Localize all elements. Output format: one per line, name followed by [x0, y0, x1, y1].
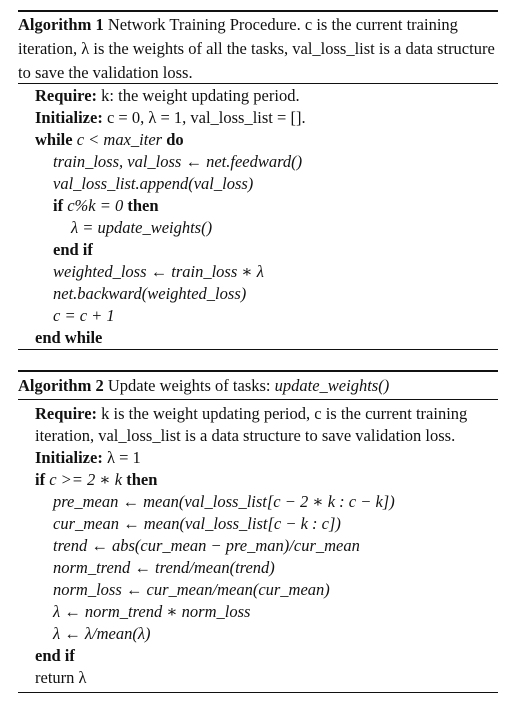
algorithm-label: Algorithm 2	[18, 376, 104, 395]
append-line: val_loss_list.append(val_loss)	[53, 174, 254, 193]
caption-text: Network Training Procedure. c is the current training iteration, λ is the weights of all the tasks, val_loss_list is a data structure to save the validation loss.	[18, 15, 495, 82]
do-keyword: do	[166, 130, 184, 149]
if-condition: c >= 2 ∗ k	[45, 470, 127, 489]
while-line	[35, 129, 184, 151]
if-keyword: if	[35, 470, 46, 489]
if-keyword: if	[53, 196, 64, 215]
while-keyword: while	[35, 130, 73, 149]
initialize-keyword: Initialize:	[35, 108, 103, 127]
caption-rule	[18, 399, 498, 400]
end-if-line: end if	[53, 240, 93, 259]
cur-mean-line: cur_mean ← mean(val_loss_list[c − k : c])	[53, 514, 341, 533]
backward-line: net.backward(weighted_loss)	[53, 284, 247, 303]
initialize-keyword: Initialize:	[35, 448, 103, 467]
if-condition: c%k = 0	[63, 196, 128, 215]
increment-line: c = c + 1	[53, 306, 115, 325]
pre-mean-line: pre_mean ← mean(val_loss_list[c − 2 ∗ k : c − k])	[53, 492, 395, 511]
lambda-normalize-line: λ ← λ/mean(λ)	[53, 624, 151, 643]
require-keyword: Require:	[35, 86, 98, 105]
feedward-line: train_loss, val_loss ← net.feedward()	[53, 152, 303, 171]
initialize-line	[35, 447, 141, 469]
require-line	[35, 85, 300, 107]
if-line	[35, 469, 157, 491]
algorithm-1	[18, 0, 498, 352]
caption-function: update_weights()	[274, 376, 390, 395]
end-if-line: end if	[35, 646, 75, 665]
algorithm-2-caption	[18, 374, 498, 398]
require-text: k: the weight updating period.	[97, 86, 300, 105]
algorithm-2	[18, 364, 498, 704]
initialize-text: λ = 1	[102, 448, 141, 467]
require-line-continued: iteration, val_loss_list is a data structure to save validation loss.	[35, 426, 456, 445]
trend-line: trend ← abs(cur_mean − pre_man)/cur_mean	[53, 536, 360, 555]
end-while-line: end while	[35, 328, 103, 347]
then-keyword: then	[127, 196, 159, 215]
norm-loss-line: norm_loss ← cur_mean/mean(cur_mean)	[53, 580, 330, 599]
initialize-text: c = 0, λ = 1, val_loss_list = [].	[102, 108, 306, 127]
require-line	[35, 403, 467, 425]
return-line: return λ	[35, 668, 87, 687]
norm-trend-line: norm_trend ← trend/mean(trend)	[53, 558, 275, 577]
update-weights-line: λ = update_weights()	[71, 218, 213, 237]
bottom-rule	[18, 692, 498, 693]
algorithm-label: Algorithm 1	[18, 15, 104, 34]
top-rule	[18, 370, 498, 372]
algorithm-1-caption	[18, 13, 498, 85]
bottom-rule	[18, 349, 498, 350]
require-text: k is the weight updating period, c is the current training	[97, 404, 468, 423]
caption-rule	[18, 83, 498, 84]
then-keyword: then	[126, 470, 158, 489]
initialize-line	[35, 107, 306, 129]
if-line	[53, 195, 159, 217]
weighted-loss-line: weighted_loss ← train_loss ∗ λ	[53, 262, 264, 281]
while-condition: c < max_iter	[72, 130, 167, 149]
require-keyword: Require:	[35, 404, 98, 423]
lambda-product-line: λ ← norm_trend ∗ norm_loss	[53, 602, 251, 621]
caption-text: Update weights of tasks:	[103, 376, 275, 395]
top-rule	[18, 10, 498, 12]
